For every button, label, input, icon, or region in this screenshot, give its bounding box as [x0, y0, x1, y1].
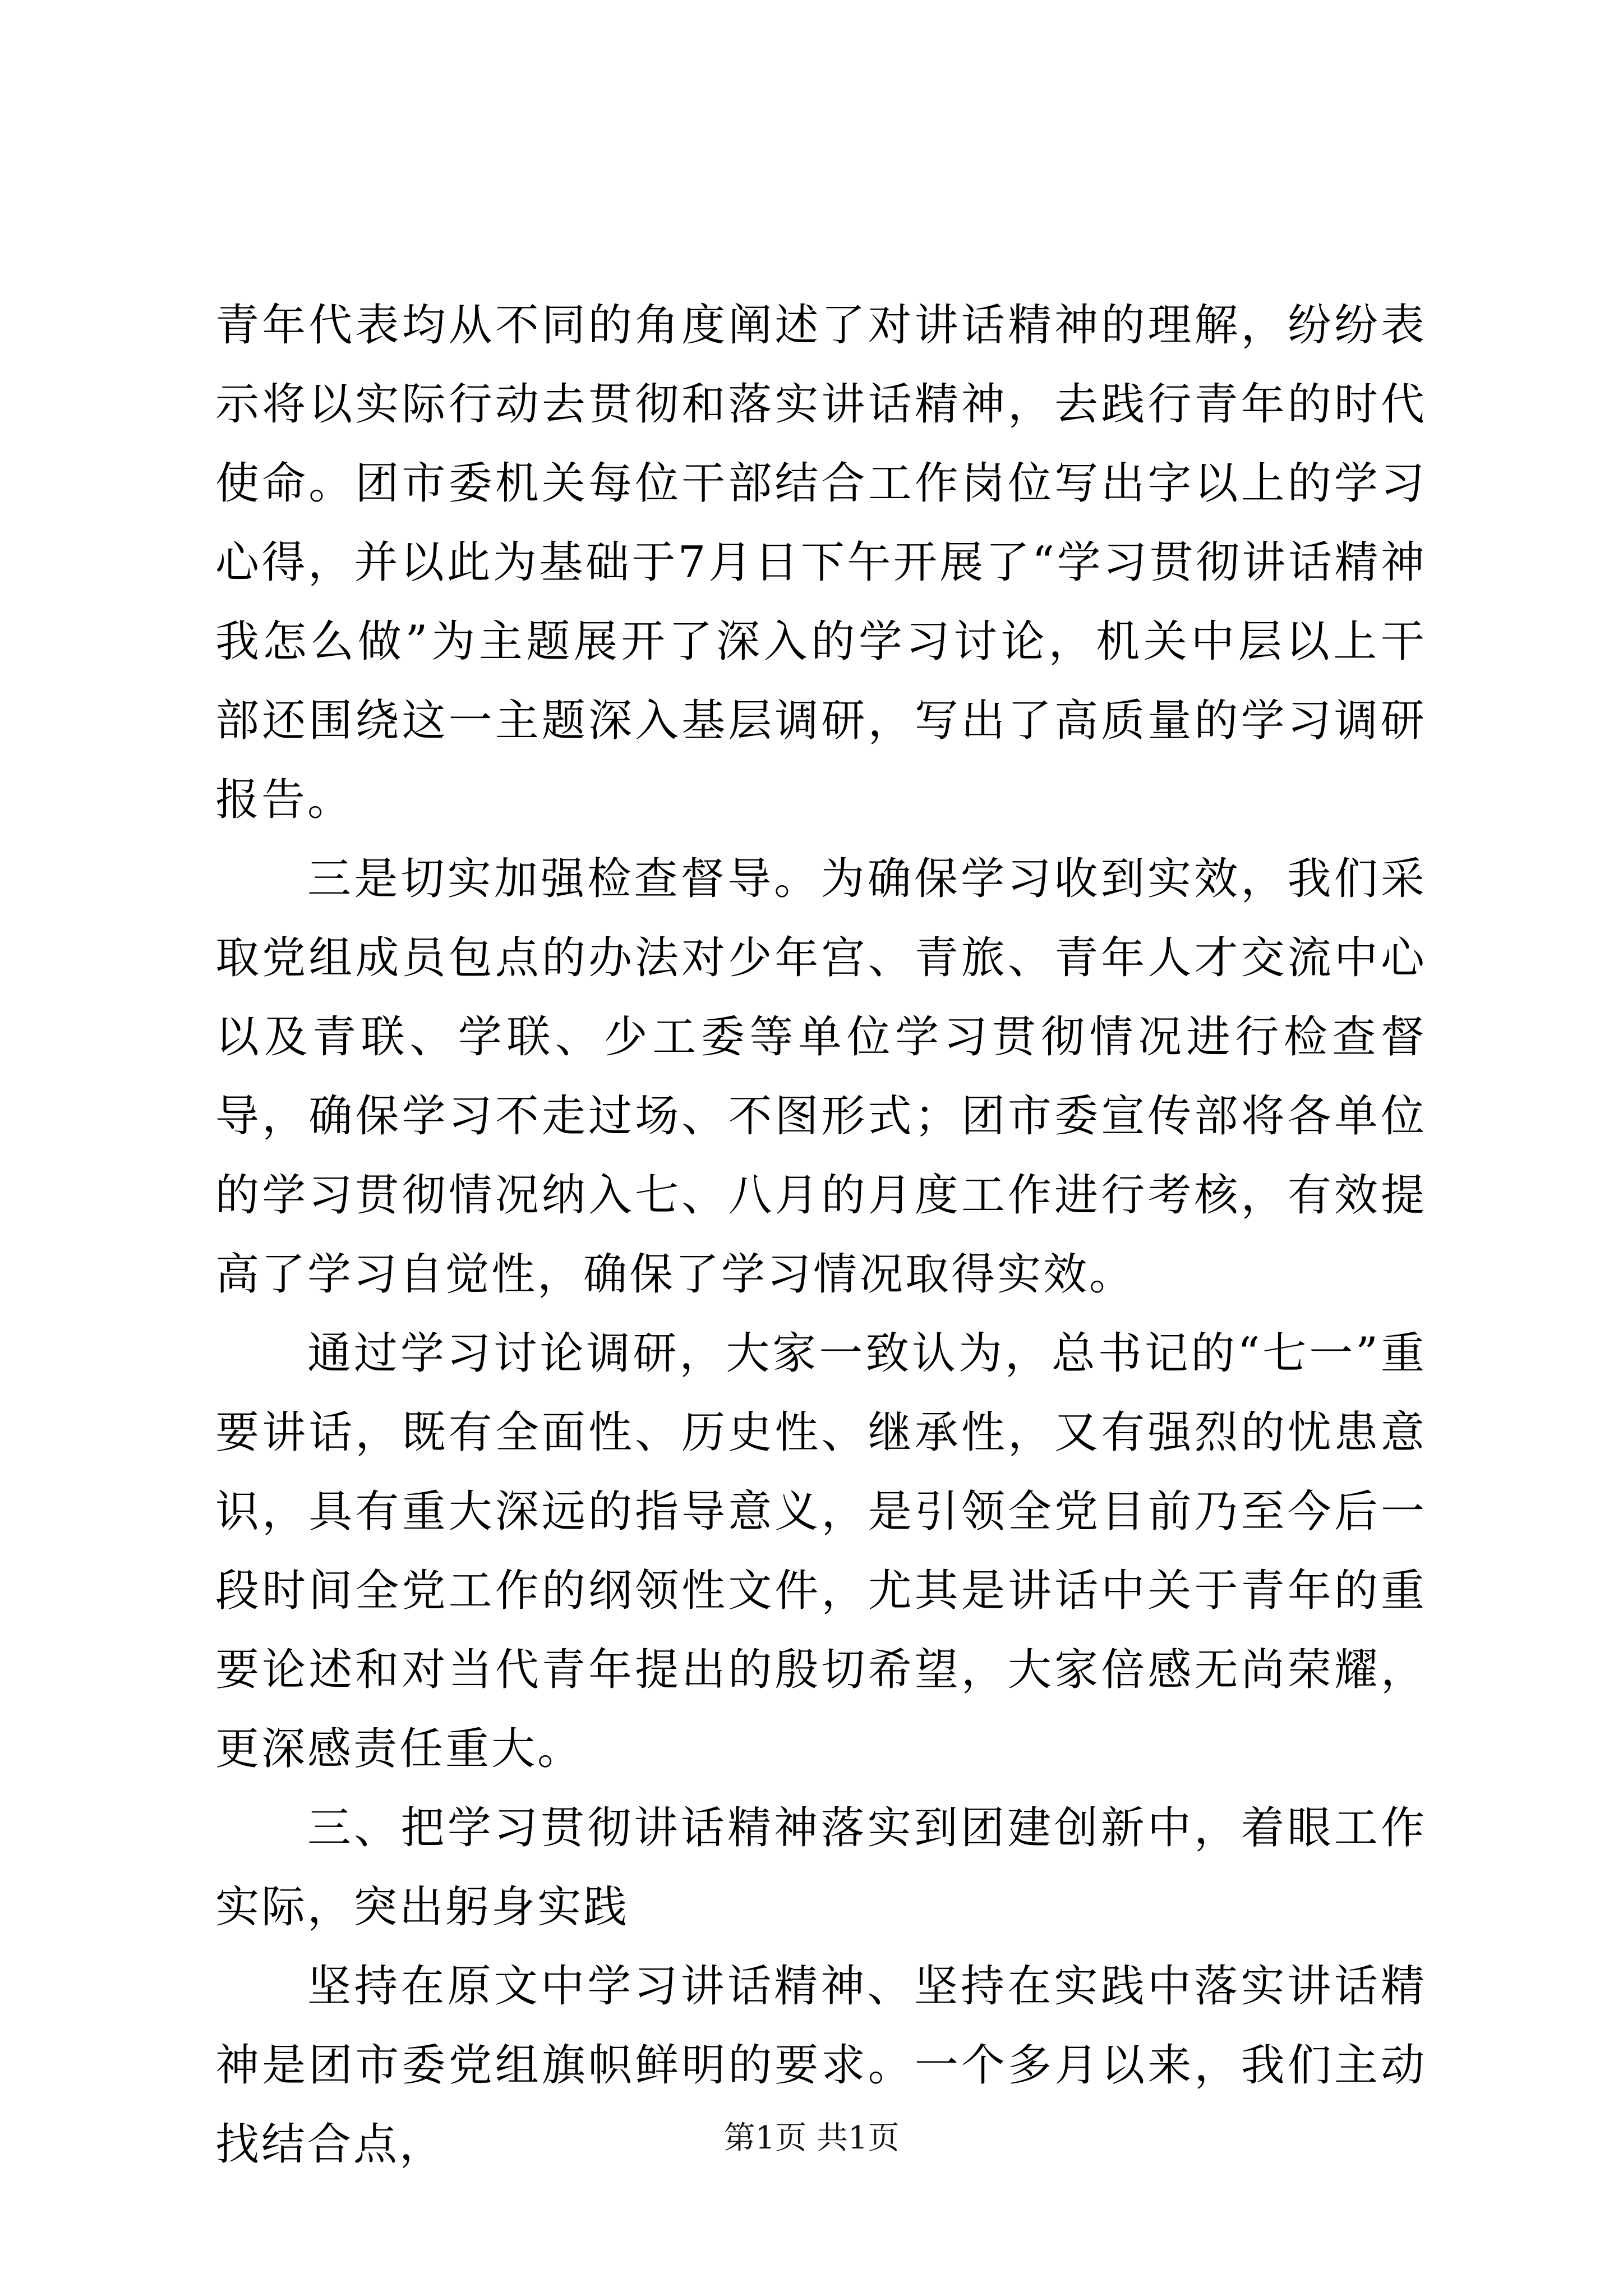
paragraph-5: 坚持在原文中学习讲话精神、坚持在实践中落实讲话精神是团市委党组旗帜鲜明的要求。一个多月以来，我们主动找结合点， — [215, 1961, 1427, 2170]
paragraph-1: 青年代表均从不同的角度阐述了对讲话精神的理解，纷纷表示将以实际行动去贯彻和落实讲话精神，去践行青年的时代使命。团市委机关每位干部结合工作岗位写出字以上的学习心得，并以此为基础于7月日下午开展了“学习贯彻讲话精神我怎么做”为主题展开了深入的学习讨论，机关中层以上干部还围绕这一主题深入基层调研，写出了高质量的学习调研报告。 — [215, 300, 1427, 825]
paragraph-2: 三是切实加强检查督导。为确保学习收到实效，我们采取党组成员包点的办法对少年宫、青旅、青年人才交流中心以及青联、学联、少工委等单位学习贯彻情况进行检查督导，确保学习不走过场、不图形式；团市委宣传部将各单位的学习贯彻情况纳入七、八月的月度工作进行考核，有效提高了学习自觉性，确保了学习情况取得实效。 — [215, 854, 1427, 1300]
page-footer: 第1页 共1页 — [723, 2120, 900, 2156]
document-body — [215, 286, 1427, 2184]
section-heading: 三、把学习贯彻讲话精神落实到团建创新中，着眼工作实际，突出躬身实践 — [215, 1803, 1427, 1932]
paragraph-3: 通过学习讨论调研，大家一致认为，总书记的“七一”重要讲话，既有全面性、历史性、继承性，又有强烈的忧患意识，具有重大深远的指导意义，是引领全党目前乃至今后一段时间全党工作的纲领性文件，尤其是讲话中关于青年的重要论述和对当代青年提出的殷切希望，大家倍感无尚荣耀，更深感责任重大。 — [215, 1328, 1427, 1774]
